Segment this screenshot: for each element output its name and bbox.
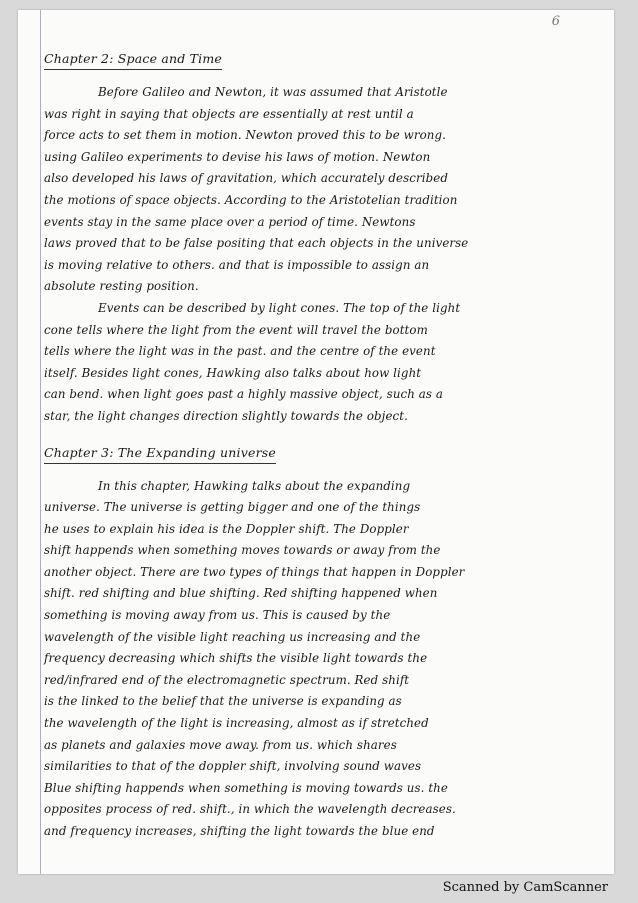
text-line: tells where the light was in the past. and the centre of the event xyxy=(44,344,436,359)
text-line: is the linked to the belief that the universe is expanding as xyxy=(44,694,402,709)
text-line: is moving relative to others. and that is impossible to assign an xyxy=(44,257,430,272)
notebook-page xyxy=(18,10,614,874)
text-line: Blue shifting happends when something is moving towards us. the xyxy=(44,780,448,795)
text-line: also developed his laws of gravitation, which accurately described xyxy=(44,171,448,186)
text-line: red/infrared end of the electromagnetic spectrum. Red shift xyxy=(44,672,410,687)
text-line: the wavelength of the light is increasing, almost as if stretched xyxy=(44,716,429,731)
text-line: wavelength of the visible light reaching us increasing and the xyxy=(44,629,421,644)
text-line: another object. There are two types of things that happen in Doppler xyxy=(44,564,465,579)
margin-line xyxy=(40,10,41,874)
text-line: Before Galileo and Newton, it was assumed that Aristotle xyxy=(98,85,448,99)
text-line: universe. The universe is getting bigger and one of the things xyxy=(44,500,421,515)
page-number: 6 xyxy=(551,14,560,29)
text-line: opposites process of red. shift., in which the wavelength decreases. xyxy=(44,802,456,817)
text-line: can bend. when light goes past a highly massive object, such as a xyxy=(44,387,444,402)
text-line: star, the light changes direction slightly towards the object. xyxy=(44,408,408,423)
text-line: and frequency increases, shifting the light towards the blue end xyxy=(44,824,435,838)
text-line: the motions of space objects. According to the Aristotelian tradition xyxy=(44,192,458,207)
text-line: shift. red shifting and blue shifting. Red shifting happened when xyxy=(44,586,438,601)
chapter-2-heading: Chapter 2: Space and Time xyxy=(44,49,222,70)
text-line: In this chapter, Hawking talks about the expanding xyxy=(98,478,411,493)
handwritten-content xyxy=(44,48,594,843)
text-line: events stay in the same place over a period of time. Newtons xyxy=(44,214,416,229)
text-line: frequency decreasing which shifts the visible light towards the xyxy=(44,651,428,666)
text-line: cone tells where the light from the event will travel the bottom xyxy=(44,322,428,337)
text-line: laws proved that to be false positing that each objects in the universe xyxy=(44,236,469,251)
text-line: shift happends when something moves towards or away from the xyxy=(44,543,441,558)
scanner-watermark: Scanned by CamScanner xyxy=(442,880,608,895)
text-line: force acts to set them in motion. Newton proved this to be wrong. xyxy=(44,128,446,143)
text-line: was right in saying that objects are essentially at rest until a xyxy=(44,106,414,121)
text-line: he uses to explain his idea is the Doppler shift. The Doppler xyxy=(44,521,409,536)
text-line: absolute resting position. xyxy=(44,279,199,294)
text-line: as planets and galaxies move away. from us. which shares xyxy=(44,737,397,752)
text-line: itself. Besides light cones, Hawking also talks about how light xyxy=(44,365,422,380)
text-line: using Galileo experiments to devise his laws of motion. Newton xyxy=(44,149,431,164)
chapter-3-heading: Chapter 3: The Expanding universe xyxy=(44,443,276,464)
text-line: something is moving away from us. This is caused by the xyxy=(44,608,391,623)
text-line: similarities to that of the doppler shift, involving sound waves xyxy=(44,759,422,774)
text-line: Events can be described by light cones. The top of the light xyxy=(98,300,461,315)
